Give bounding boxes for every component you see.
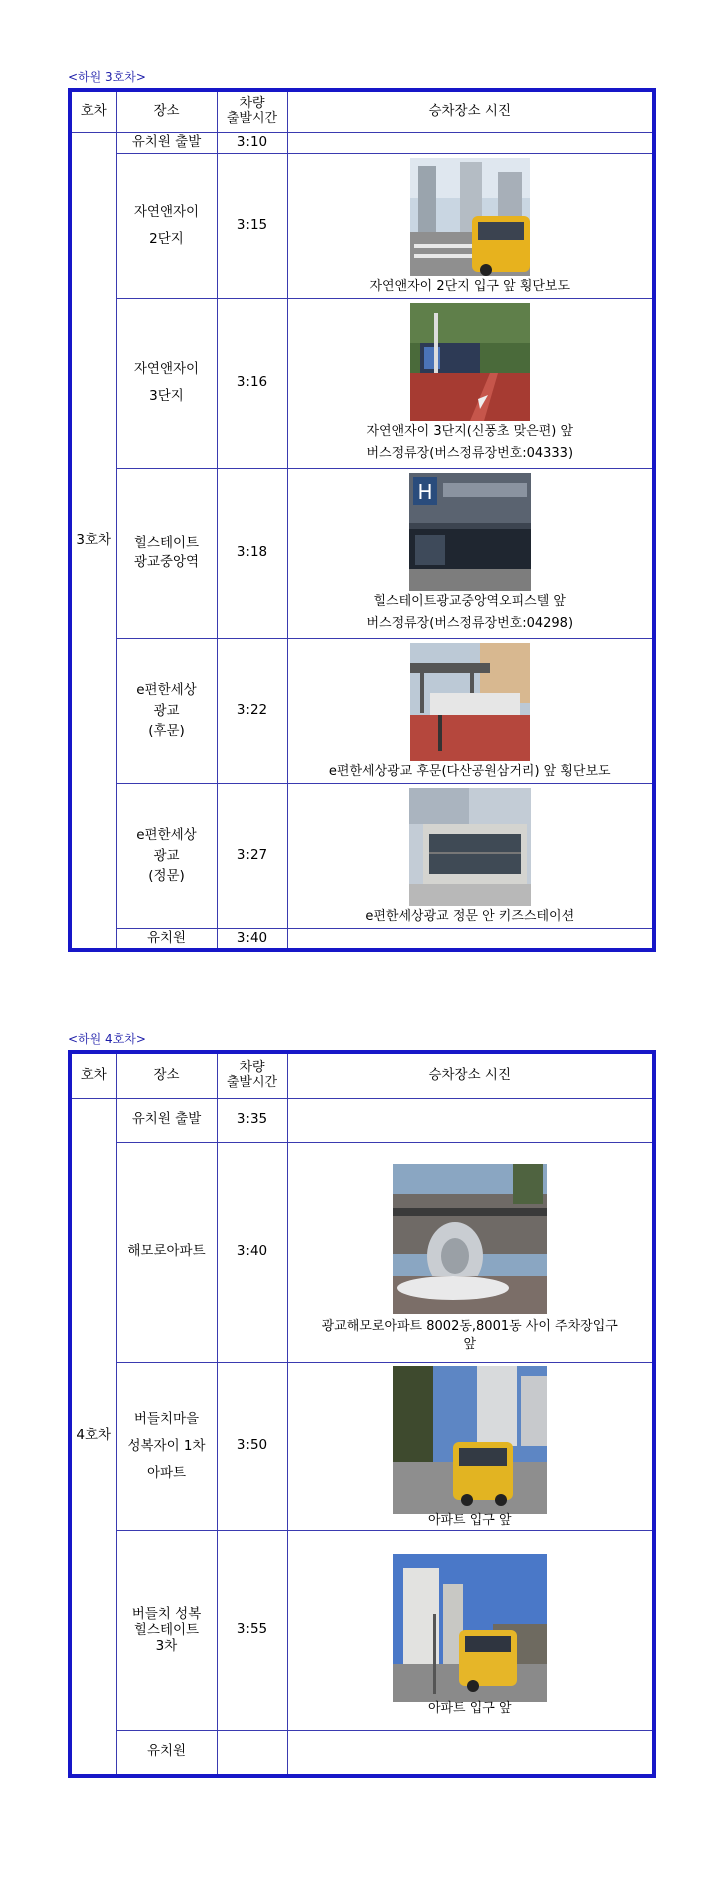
- stop-photo: [409, 788, 531, 906]
- place-cell: 버들치 성복 힐스테이트 3차: [116, 1530, 217, 1730]
- table-row: [70, 1362, 654, 1530]
- place-cell: 유치원: [116, 1730, 217, 1776]
- photo-caption: 아파트 입구 앞: [427, 1512, 512, 1528]
- table-row: [70, 153, 654, 298]
- time-cell: 3:50: [217, 1362, 287, 1530]
- photo-caption: 버스정류장(버스정류장번호:04298): [366, 615, 574, 631]
- photo-cell: [287, 1142, 654, 1362]
- photo-cell: [287, 1730, 654, 1776]
- time-cell: 3:40: [217, 928, 287, 950]
- time-cell: 3:16: [217, 298, 287, 468]
- place-cell: 버들치마을 성복자이 1차 아파트: [116, 1362, 217, 1530]
- section-title-bus4: <하원 4호차>: [68, 1032, 146, 1046]
- table-row: [70, 928, 654, 950]
- stop-photo: [410, 643, 530, 761]
- table-row: [70, 1098, 654, 1142]
- header-car: 호차: [70, 1052, 116, 1098]
- table-row: [70, 1142, 654, 1362]
- place-cell: 유치원 출발: [116, 132, 217, 153]
- photo-caption: e편한세상광교 정문 안 키즈스테이션: [365, 908, 575, 924]
- photo-caption: 앞: [463, 1337, 477, 1352]
- table-row: [70, 468, 654, 638]
- photo-caption: 힐스테이트광교중앙역오피스텔 앞: [373, 593, 566, 609]
- photo-cell: [287, 468, 654, 638]
- stop-photo: [410, 303, 530, 421]
- photo-cell: [287, 783, 654, 928]
- place-cell: 자연앤자이 3단지: [116, 298, 217, 468]
- photo-caption: 자연앤자이 3단지(신풍초 맞은편) 앞: [366, 423, 574, 439]
- place-cell: 자연앤자이 2단지: [116, 153, 217, 298]
- time-cell: 3:15: [217, 153, 287, 298]
- time-cell: 3:18: [217, 468, 287, 638]
- header-photo: 승차장소 시진: [287, 1052, 654, 1098]
- stop-photo: [393, 1554, 547, 1702]
- table-row: [70, 1530, 654, 1730]
- place-cell: 힐스테이트 광교중앙역: [116, 468, 217, 638]
- time-cell: 3:10: [217, 132, 287, 153]
- car-number: 3호차: [70, 132, 116, 950]
- photo-caption: 아파트 입구 앞: [427, 1700, 512, 1716]
- table-row: [70, 298, 654, 468]
- route-table-bus3: [68, 88, 656, 952]
- photo-cell: [287, 928, 654, 950]
- photo-cell: [287, 1530, 654, 1730]
- header-time: 차량 출발시간: [217, 1052, 287, 1098]
- photo-cell: [287, 638, 654, 783]
- table-row: [70, 783, 654, 928]
- time-cell: 3:35: [217, 1098, 287, 1142]
- photo-cell: [287, 153, 654, 298]
- place-cell: e편한세상 광교 (정문): [116, 783, 217, 928]
- header-photo: 승차장소 시진: [287, 90, 654, 132]
- stop-photo: [393, 1164, 547, 1314]
- header-time: 차량 출발시간: [217, 90, 287, 132]
- stop-photo: [393, 1366, 547, 1514]
- header-place: 장소: [116, 90, 217, 132]
- section-title-bus3: <하원 3호차>: [68, 70, 146, 84]
- photo-caption: 광교해모로아파트 8002동,8001동 사이 주차장입구: [321, 1319, 618, 1335]
- time-cell: 3:22: [217, 638, 287, 783]
- place-cell: 유치원 출발: [116, 1098, 217, 1142]
- place-cell: 유치원: [116, 928, 217, 950]
- car-number: 4호차: [70, 1098, 116, 1776]
- photo-cell: [287, 1098, 654, 1142]
- time-cell: [217, 1730, 287, 1776]
- photo-cell: [287, 132, 654, 153]
- route-table-bus4: [68, 1050, 656, 1778]
- time-cell: 3:27: [217, 783, 287, 928]
- header-car: 호차: [70, 90, 116, 132]
- photo-cell: [287, 1362, 654, 1530]
- place-cell: e편한세상 광교 (후문): [116, 638, 217, 783]
- stop-photo: [409, 473, 531, 591]
- table-row: [70, 132, 654, 153]
- time-cell: 3:55: [217, 1530, 287, 1730]
- header-place: 장소: [116, 1052, 217, 1098]
- time-cell: 3:40: [217, 1142, 287, 1362]
- photo-caption: e편한세상광교 후문(다산공원삼거리) 앞 횡단보도: [328, 763, 611, 779]
- photo-cell: [287, 298, 654, 468]
- stop-photo: [410, 158, 530, 276]
- photo-caption: 자연앤자이 2단지 입구 앞 횡단보도: [369, 278, 571, 294]
- table-row: [70, 1730, 654, 1776]
- place-cell: 해모로아파트: [116, 1142, 217, 1362]
- photo-caption: 버스정류장(버스정류장번호:04333): [366, 445, 574, 461]
- svg-text:H: H: [417, 479, 433, 504]
- table-row: [70, 638, 654, 783]
